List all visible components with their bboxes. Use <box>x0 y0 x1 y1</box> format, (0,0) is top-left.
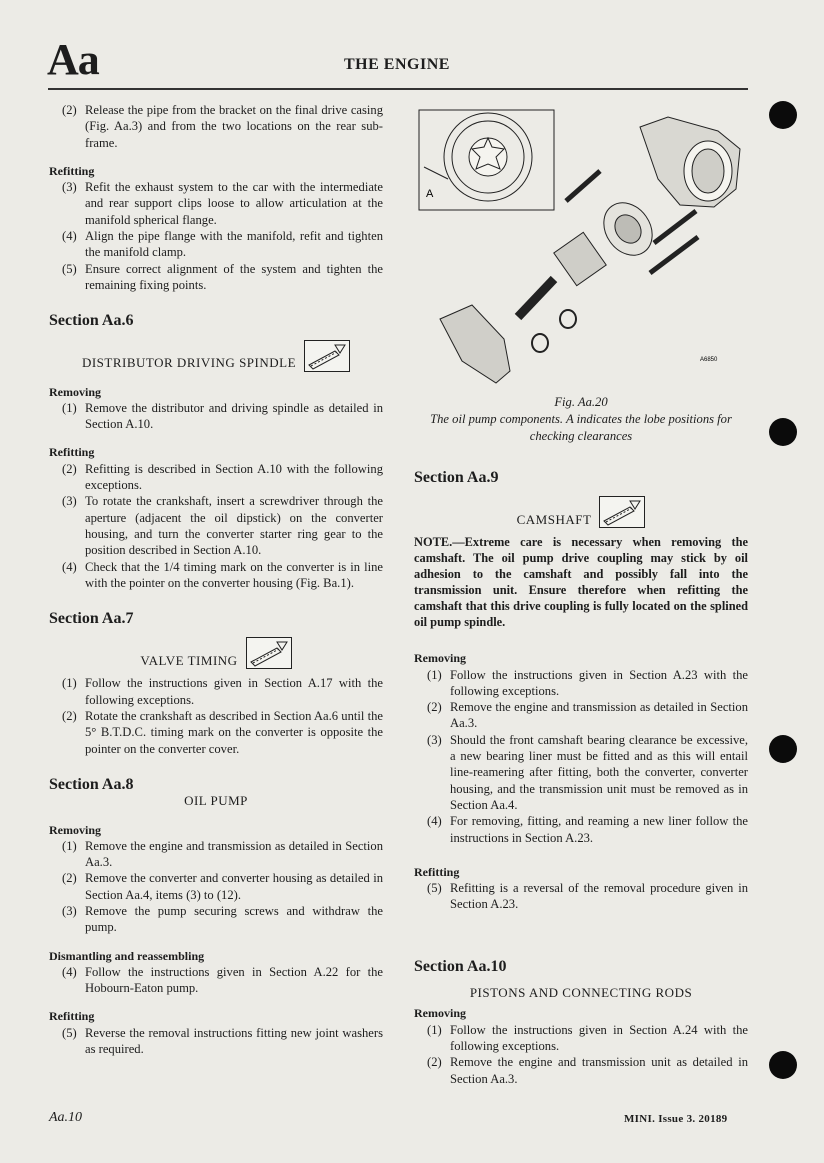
dismantling-label: Dismantling and reassembling <box>49 948 205 963</box>
item-text: Remove the engine and transmission as detailed in Section Aa.3. <box>85 838 383 870</box>
end-cover <box>440 305 510 383</box>
inner-rotor-part <box>554 232 606 285</box>
o-ring <box>560 310 576 328</box>
heading-text: CAMSHAFT <box>516 512 592 527</box>
section-letter: Aa <box>47 35 99 84</box>
item-text: To rotate the crankshaft, insert a screwdriver through the aperture (adjacent the oil dipstick) on the converter housing, and turn the converter starter ring gear to the position described in Section A.10. <box>85 494 383 558</box>
list-item <box>414 732 748 813</box>
list-item <box>414 667 748 700</box>
item-text: Remove the engine and transmission as detailed in Section Aa.3. <box>450 700 748 731</box>
item-text: Refit the exhaust system to the car with the intermediate and rear support clips loose to allow articulation at the manifold spherical flange. <box>85 180 383 227</box>
item-number: (3) <box>62 494 77 509</box>
item-text: Remove the converter and converter housing as detailed in Section Aa.4, items (3) to (12). <box>85 871 383 902</box>
item-text: Should the front camshaft bearing clearance be excessive, a new bearing liner must be fitted and as this will entail line-reamering after fitting, both the converter, converter housing, and the transmission unit must be removed as in Section Aa.4. <box>450 732 748 812</box>
item-text: Align the pipe flange with the manifold, refit and tighten the manifold clamp. <box>85 229 383 260</box>
item-number: (3) <box>427 732 442 747</box>
header-rule <box>48 88 748 90</box>
figure-code: A6850 <box>700 357 718 363</box>
item-number: (2) <box>427 700 442 715</box>
section-title-aa8: Section Aa.8 <box>49 775 134 793</box>
binder-hole <box>769 1051 797 1079</box>
binder-hole <box>769 101 797 129</box>
item-number: (3) <box>62 903 77 918</box>
section-heading-aa10 <box>414 985 748 1001</box>
item-text: Reverse the removal instructions fitting new joint washers as required. <box>85 1025 383 1057</box>
list-item <box>414 880 748 913</box>
removing-label: Removing <box>414 1006 466 1021</box>
page-number: Aa.10 <box>49 1110 83 1125</box>
item-number: (1) <box>62 838 77 853</box>
figure-description: The oil pump components. A indicates the lobe positions for checking clearances <box>430 412 732 443</box>
oil-pump-figure <box>418 109 752 388</box>
item-number: (5) <box>427 881 442 896</box>
item-number: (5) <box>62 261 77 276</box>
list-item <box>49 964 383 997</box>
item-text: Follow the instructions given in Section A.24 with the following exceptions. <box>450 1022 748 1053</box>
removing-list <box>414 667 748 846</box>
item-number: (3) <box>62 180 77 195</box>
intro-list <box>49 102 383 151</box>
refitting-label: Refitting <box>49 445 95 460</box>
item-number: (4) <box>62 229 77 244</box>
list-item <box>414 1022 748 1055</box>
section-title-aa9: Section Aa.9 <box>414 469 499 486</box>
list-item <box>49 903 383 936</box>
list-item <box>49 675 383 708</box>
item-number: (4) <box>62 964 77 979</box>
item-text: Remove the pump securing screws and withdraw the pump. <box>85 903 383 935</box>
item-text: Ensure correct alignment of the system and tighten the remaining fixing points. <box>85 261 383 292</box>
tool-symbol-icon <box>304 340 350 372</box>
removing-list <box>414 1022 748 1087</box>
issue-info: MINI. Issue 3. 20189 <box>624 1113 728 1125</box>
item-text: Follow the instructions given in Section A.23 with the following exceptions. <box>450 667 748 698</box>
item-number: (2) <box>62 103 77 117</box>
tool-symbol-icon <box>246 637 292 669</box>
section-heading-aa8 <box>49 793 383 809</box>
section-heading-aa7 <box>49 637 383 669</box>
lobe-label-a: A <box>426 188 434 200</box>
list-item <box>49 493 383 558</box>
item-number: (2) <box>62 709 77 724</box>
heading-text: VALVE TIMING <box>140 653 238 669</box>
refitting-list <box>49 461 383 591</box>
figure-number: Fig. Aa.20 <box>554 395 608 409</box>
refitting-list <box>414 880 748 913</box>
item-number: (2) <box>427 1055 442 1070</box>
item-text: Rotate the crankshaft as described in Section Aa.6 until the 5° B.T.D.C. timing mark on the converter is opposite the pointer on the converter cover. <box>85 709 383 756</box>
binder-hole <box>769 735 797 763</box>
list-item <box>49 102 383 151</box>
item-number: (2) <box>62 871 77 886</box>
removing-list <box>49 838 383 936</box>
left-column <box>49 102 383 1057</box>
item-number: (1) <box>427 667 442 682</box>
refitting-label: Refitting <box>49 1009 95 1024</box>
item-text: Refitting is described in Section A.10 with the following exceptions. <box>85 461 383 493</box>
heading-text: OIL PUMP <box>184 793 248 809</box>
list-item <box>414 813 748 846</box>
removing-list <box>49 400 383 433</box>
spindle <box>518 279 554 317</box>
list-item <box>49 838 383 871</box>
list-item <box>49 708 383 757</box>
refitting-list <box>49 179 383 293</box>
heading-text: DISTRIBUTOR DRIVING SPINDLE <box>81 355 297 371</box>
list-item <box>414 1054 748 1087</box>
item-text: Refitting is a reversal of the removal procedure given in Section A.23. <box>450 881 748 912</box>
list-item <box>49 179 383 228</box>
item-number: (1) <box>427 1022 442 1037</box>
refitting-label: Refitting <box>414 864 460 879</box>
list-item <box>49 400 383 433</box>
tool-symbol-icon <box>599 496 645 528</box>
inner-rotor <box>469 138 507 176</box>
list-item <box>49 261 383 294</box>
right-column <box>414 470 748 1087</box>
section-heading-aa9 <box>414 496 748 528</box>
removing-label: Removing <box>49 822 101 837</box>
item-text: Follow the instructions given in Section A.17 with the following exceptions. <box>85 676 383 707</box>
item-number: (2) <box>62 461 77 476</box>
removing-label: Removing <box>414 651 466 666</box>
section-title-aa6: Section Aa.6 <box>49 312 134 330</box>
item-text: Remove the engine and transmission unit as detailed in Section Aa.3. <box>450 1055 748 1086</box>
list-item <box>49 559 383 592</box>
item-number: (5) <box>62 1025 77 1040</box>
list-item <box>49 1025 383 1058</box>
removing-label: Removing <box>49 384 101 399</box>
item-text: Check that the 1/4 timing mark on the converter is in line with the pointer on the converter housing (Fig. Ba.1). <box>85 559 383 590</box>
item-text: Follow the instructions given in Section A.22 for the Hobourn-Eaton pump. <box>85 964 383 996</box>
item-text: For removing, fitting, and reaming a new liner follow the instructions in Section A.23. <box>450 814 748 845</box>
list-item <box>49 870 383 903</box>
refitting-list <box>49 1025 383 1058</box>
section-heading-aa6 <box>49 340 383 372</box>
dismantling-list <box>49 964 383 997</box>
list-item <box>49 228 383 261</box>
camshaft-note: NOTE.—Extreme care is necessary when removing the camshaft. The oil pump drive coupling may stick by oil adhesion to the camshaft and possibly fall into the transmission unit. Ensure therefore when refitting the camshaft that this drive coupling is fully located on the splined oil pump spindle. <box>414 535 748 630</box>
list-item <box>414 699 748 732</box>
item-number: (1) <box>62 676 77 691</box>
item-number: (1) <box>62 400 77 415</box>
binder-hole <box>769 418 797 446</box>
list-item <box>49 461 383 494</box>
item-text: Remove the distributor and driving spindle as detailed in Section A.10. <box>85 400 383 432</box>
item-text: Release the pipe from the bracket on the final drive casing (Fig. Aa.3) and from the two locations on the rear sub-frame. <box>85 103 383 150</box>
item-number: (4) <box>427 814 442 829</box>
heading-text: PISTONS AND CONNECTING RODS <box>469 985 693 1001</box>
section-title-aa7: Section Aa.7 <box>49 610 134 628</box>
figure-caption <box>414 394 748 445</box>
refitting-label: Refitting <box>49 163 95 178</box>
section-title-aa10: Section Aa.10 <box>414 957 507 975</box>
page-title: THE ENGINE <box>344 56 450 73</box>
valve-timing-list <box>49 675 383 756</box>
item-number: (4) <box>62 559 77 574</box>
